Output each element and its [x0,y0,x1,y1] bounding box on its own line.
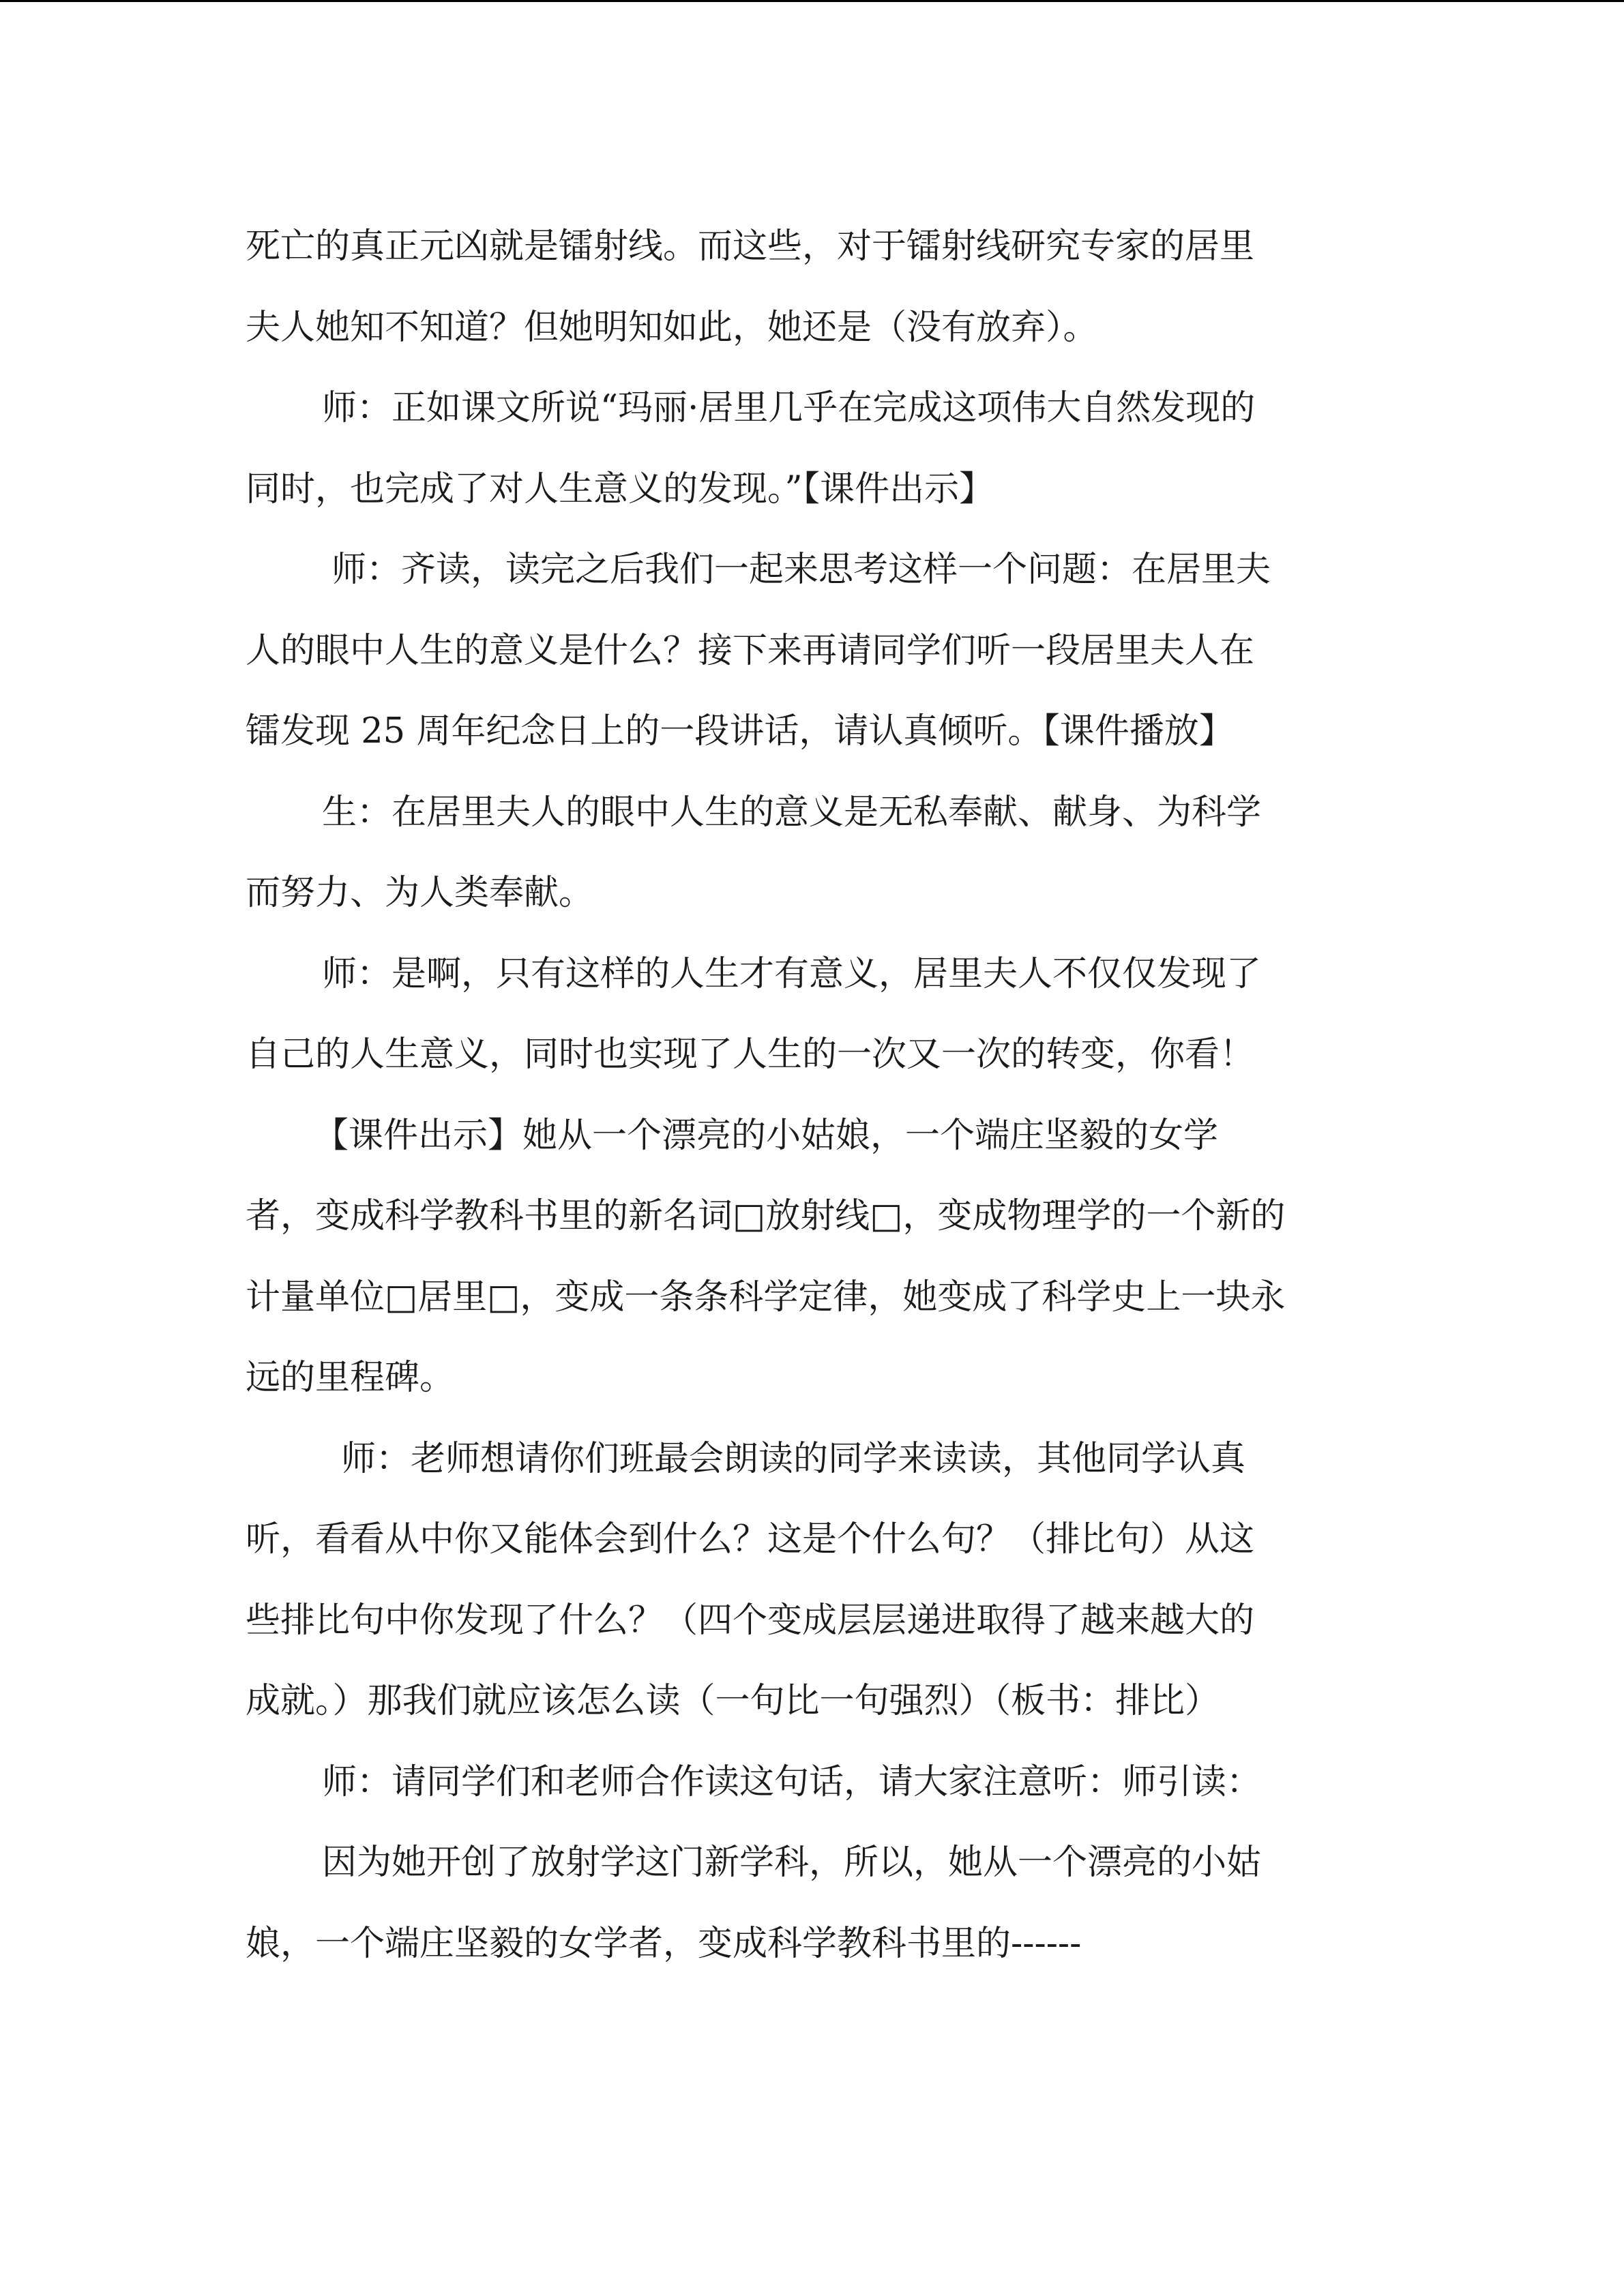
text-line: 同时，也完成了对人生意义的发现。”【课件出示】 [246,468,994,509]
text-line: 师：齐读，读完之后我们一起来思考这样一个问题：在居里夫 [331,550,1271,590]
text-line: 因为她开创了放射学这门新学科，所以，她从一个漂亮的小姑 [322,1843,1262,1883]
text-line: 听，看看从中你又能体会到什么？这是个什么句？（排比句）从这 [246,1519,1255,1560]
text-line: 生：在居里夫人的眼中人生的意义是无私奉献、献身、为科学 [322,792,1262,833]
text-line: 娘，一个端庄坚毅的女学者，变成科学教科书里的------ [246,1923,1082,1964]
text-line: 夫人她知不知道？但她明知如此，她还是（没有放弃）。 [246,307,1098,348]
paragraph-2 [246,368,1378,530]
text-line: 师：是啊，只有这样的人生才有意义，居里夫人不仅仅发现了 [322,953,1262,994]
text-line: 师：正如课文所说“玛丽·居里几乎在完成这项伟大自然发现的 [322,388,1256,428]
text-line: 死亡的真正元凶就是镭射线。而这些，对于镭射线研究专家的居里 [246,226,1255,267]
paragraph-5 [246,934,1378,1096]
paragraph-1 [246,207,1378,368]
paragraph-6 [246,1096,1378,1419]
text-line: 远的里程碑。 [246,1358,455,1398]
paragraph-7 [246,1419,1378,1742]
text-line: 镭发现 25 周年纪念日上的一段讲话，请认真倾听。【课件播放】 [246,711,1234,751]
text-line: 计量单位□居里□，变成一条条科学定律，她变成了科学史上一块永 [246,1277,1286,1317]
paragraph-3 [246,530,1378,773]
text-line: 者，变成科学教科书里的新名词□放射线□，变成物理学的一个新的 [246,1196,1286,1236]
text-line: 自己的人生意义，同时也实现了人生的一次又一次的转变，你看！ [246,1034,1255,1075]
text-line: 【课件出示】她从一个漂亮的小姑娘，一个端庄坚毅的女学 [314,1115,1219,1156]
text-line: 而努力、为人类奉献。 [246,873,594,913]
text-line: 些排比句中你发现了什么？（四个变成层层递进取得了越来越大的 [246,1600,1255,1641]
text-line: 师：请同学们和老师合作读这句话，请大家注意听：师引读： [322,1761,1262,1802]
paragraph-8 [246,1742,1378,1823]
text-line: 人的眼中人生的意义是什么？接下来再请同学们听一段居里夫人在 [246,630,1255,671]
paragraph-4 [246,773,1378,934]
text-line: 成就。）那我们就应该怎么读（一句比一句强烈）（板书：排比） [246,1681,1220,1721]
document-body [246,207,1378,1984]
text-line: 师：老师想请你们班最会朗读的同学来读读，其他同学认真 [341,1438,1246,1479]
paragraph-9 [246,1823,1378,1984]
